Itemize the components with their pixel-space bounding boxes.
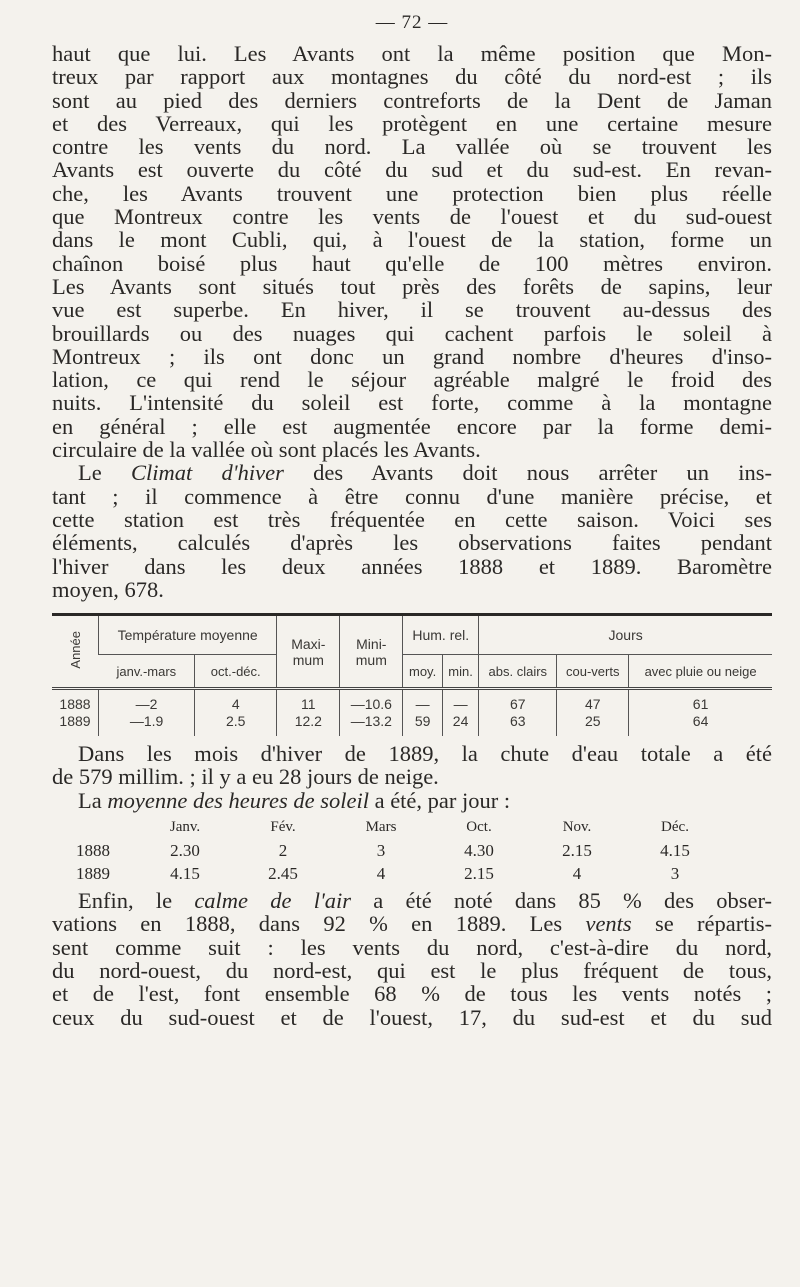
hours-value: 3 [376, 841, 386, 861]
col-humidity: Hum. rel. [403, 616, 479, 655]
col-temp-oct-dec: oct.-déc. [195, 655, 277, 689]
page-number: — 72 — [375, 12, 449, 33]
sunshine-hours-table [52, 816, 772, 885]
table-cell-year: 1888 [59, 696, 91, 713]
paragraph-climat-hiver [52, 461, 772, 601]
text-line: lation, ce qui rend le séjour agréable malgré le froid des [52, 367, 772, 393]
col-jours-pluie: avec pluie ou neige [629, 655, 772, 689]
paragraph-chute-eau [52, 742, 772, 789]
text-line: dans le mont Cubli, qui, à l'ouest de la station, forme un [52, 227, 772, 253]
table-cell-cv: 47 [557, 689, 629, 714]
text: Le [78, 460, 102, 486]
col-jours-couverts: cou-verts [557, 655, 629, 689]
text-line: tant ; il commence à être connu d'une manière précise, et [52, 483, 772, 509]
hours-value: 3 [670, 864, 680, 884]
col-minimum: Mini-mum [340, 616, 403, 689]
hours-value: 2.45 [268, 864, 298, 884]
text: La [78, 787, 102, 813]
page [52, 0, 772, 1029]
table-cell-hm: — [403, 689, 443, 714]
month-header: Nov. [562, 819, 592, 836]
hours-value: 2.15 [562, 841, 592, 861]
hours-value: 2.30 [170, 841, 200, 861]
table-cell-t2: 2.5 [195, 713, 277, 736]
text-line: vue est superbe. En hiver, il se trouvent au-dessus des [52, 297, 772, 323]
text-line: treux par rapport aux montagnes du côté du nord-est ; ils [52, 64, 772, 90]
col-hum-min: min. [442, 655, 478, 689]
month-header: Oct. [466, 819, 492, 836]
hours-value: 4.15 [660, 841, 690, 861]
paragraph-avants-position [52, 42, 772, 461]
text: Dans les mois d'hiver de 1889, la chute d'eau totale a été [78, 741, 772, 767]
text: a été noté dans 85 % des obser- [351, 888, 773, 914]
table-cell-cv: 25 [557, 713, 629, 736]
hours-row [76, 839, 724, 862]
table-cell-hn: — [442, 689, 478, 714]
paragraph-calme-vents [52, 889, 772, 1029]
emphasis-vents: vents [585, 911, 632, 937]
table-cell-c: 67 [479, 689, 557, 714]
month-header: Fév. [270, 819, 296, 836]
text-line: cette station est très fréquentée en cette saison. Voici ses [52, 506, 772, 532]
col-temperature: Température moyenne [99, 616, 277, 655]
table-cell-max: 11 [277, 689, 340, 714]
month-header: Déc. [661, 819, 689, 836]
table-cell-hm: 59 [403, 713, 443, 736]
text-line: sont au pied des derniers contreforts de la Dent de Jaman [52, 87, 772, 113]
table-cell-t2: 4 [195, 689, 277, 714]
table-cell-t1: —2 [99, 689, 195, 714]
hours-value: 2 [278, 841, 288, 861]
hours-year: 1888 [76, 841, 110, 861]
month-header: Mars [365, 819, 397, 836]
text-line: che, les Avants trouvent une protection bien plus réelle [52, 180, 772, 206]
hours-value: 2.15 [464, 864, 494, 884]
text: a été, par jour : [368, 787, 511, 813]
month-header: Janv. [169, 819, 201, 836]
table-row [52, 689, 772, 714]
text-line: et des Verreaux, qui les protègent en une certaine mesure [52, 110, 772, 136]
table-cell-hn: 24 [442, 713, 478, 736]
paragraph-heures-soleil [52, 789, 772, 812]
text: Enfin, le [78, 888, 173, 914]
col-temp-janv-mars: janv.-mars [99, 655, 195, 689]
text-line: nuits. L'intensité du soleil est forte, comme à la montagne [52, 390, 772, 416]
hours-row [76, 862, 724, 885]
text-line: Les Avants sont situés tout près des forêts de sapins, leur [52, 273, 772, 299]
emphasis-heures-soleil: moyenne des heures de soleil [107, 787, 369, 813]
table-row [52, 713, 772, 736]
climate-table [52, 616, 772, 736]
text-line: circulaire de la vallée où sont placés les Avants. [52, 437, 481, 463]
text-line: contre les vents du nord. La vallée où se trouvent les [52, 134, 772, 160]
table-cell-max: 12.2 [277, 713, 340, 736]
text-line: ceux du sud-ouest et de l'ouest, 17, du sud-est et du sud [52, 1004, 772, 1030]
table-cell-p: 64 [629, 713, 772, 736]
text-line: du nord-ouest, du nord-est, qui est le plus fréquent de tous, [52, 957, 772, 983]
text: se répartis- [631, 911, 773, 937]
text-line: en général ; elle est augmentée encore par la forme demi- [52, 413, 772, 439]
hours-value: 4 [376, 864, 386, 884]
col-annee: Année [67, 631, 83, 669]
text-line: éléments, calculés d'après les observations faites pendant [52, 530, 772, 556]
table-cell-c: 63 [479, 713, 557, 736]
col-maximum: Maxi-mum [277, 616, 340, 689]
table-cell-p: 61 [629, 689, 772, 714]
table-cell-year: 1889 [59, 713, 91, 730]
hours-value: 4.15 [170, 864, 200, 884]
table-cell-min: —10.6 [340, 689, 403, 714]
table-cell-t1: —1.9 [99, 713, 195, 736]
text-line: Avants est ouverte du côté du sud et du sud-est. En revan- [52, 157, 772, 183]
text-line: et de l'est, font ensemble 68 % de tous les vents notés ; [52, 981, 772, 1007]
col-hum-moy: moy. [403, 655, 443, 689]
col-jours-clairs: abs. clairs [479, 655, 557, 689]
emphasis-calme-air: calme de l'air [194, 888, 352, 914]
text: des Avants doit nous arrêter un ins- [283, 460, 772, 486]
hours-value: 4.30 [464, 841, 494, 861]
hours-year: 1889 [76, 864, 110, 884]
emphasis-climat-hiver: Climat d'hiver [131, 460, 284, 486]
table-cell-min: —13.2 [340, 713, 403, 736]
hours-value: 4 [572, 864, 582, 884]
text-line: l'hiver dans les deux années 1888 et 1889. Baromètre [52, 553, 772, 579]
text: vations en 1888, dans 92 % en 1889. Les [52, 911, 563, 937]
text-line: que Montreux contre les vents de l'ouest et du sud-ouest [52, 204, 772, 230]
col-jours: Jours [479, 616, 772, 655]
text-line: brouillards ou des nuages qui cachent parfois le soleil à [52, 320, 772, 346]
text-line: moyen, 678. [52, 576, 164, 602]
text-line: chaînon boisé plus haut qu'elle de 100 mètres environ. [52, 250, 772, 276]
text-line: haut que lui. Les Avants ont la même position que Mon- [52, 41, 772, 66]
text: de 579 millim. ; il y a eu 28 jours de neige. [52, 764, 439, 790]
text-line: sent comme suit : les vents du nord, c'est-à-dire du nord, [52, 934, 772, 960]
text-line: Montreux ; ils ont donc un grand nombre d'heures d'inso- [52, 343, 772, 369]
